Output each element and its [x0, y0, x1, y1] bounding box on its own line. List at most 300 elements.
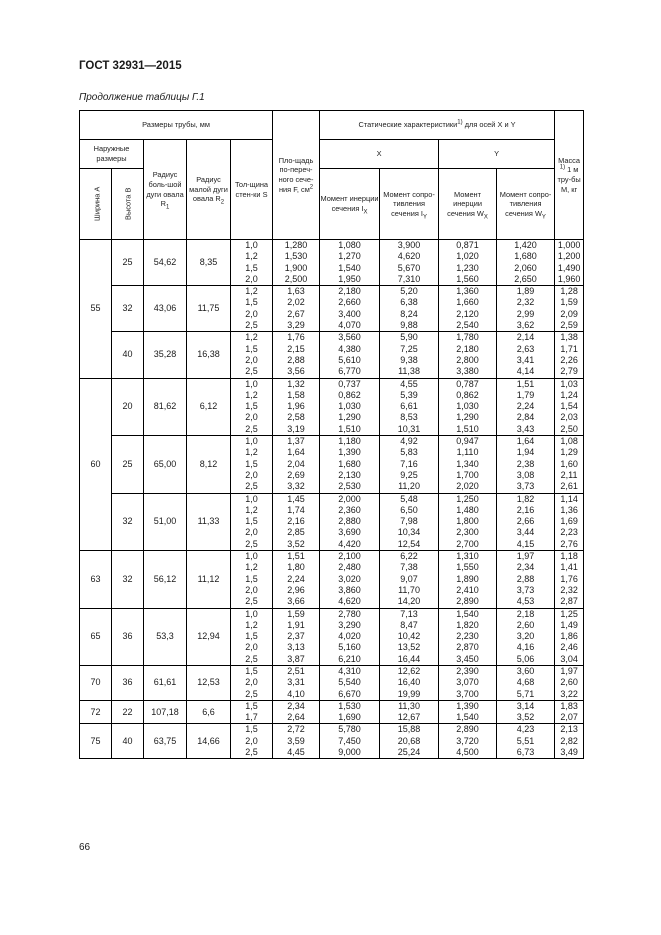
- cell-value: 1,680: [338, 458, 361, 469]
- table-row: [80, 436, 584, 493]
- cell-value: 2,500: [284, 273, 308, 284]
- cell-value: 2,0: [245, 469, 258, 480]
- cell-value: 1,64: [287, 447, 305, 458]
- header-outer-dimensions: Наружные размеры: [80, 140, 144, 169]
- wall-thickness-cell: [231, 551, 273, 608]
- cell-value: 2,61: [560, 481, 578, 492]
- cell-value: 2,82: [560, 735, 578, 746]
- cell-value: 3,900: [397, 240, 421, 250]
- cell-value: 5,06: [516, 653, 535, 664]
- cell-value: 1,290: [456, 412, 479, 423]
- cell-value: 10,31: [397, 423, 421, 434]
- cell-value: 1,38: [560, 332, 578, 343]
- resistance-x-cell: [380, 493, 439, 550]
- cell-value: 2,360: [338, 504, 361, 515]
- cell-value: 1,110: [456, 447, 479, 458]
- inertia-y-cell: [439, 436, 497, 493]
- cell-value: 1,340: [456, 458, 479, 469]
- cell-value: 2,79: [560, 366, 578, 377]
- cell-value: 7,13: [400, 608, 418, 619]
- cell-value: 5,20: [400, 286, 418, 297]
- cell-value: 4,92: [400, 436, 418, 447]
- cell-value: 6,670: [338, 688, 361, 699]
- cell-value: 3,20: [516, 631, 535, 642]
- cell-value: 1,0: [245, 493, 258, 504]
- radius-r2-cell: 8,12: [187, 436, 231, 493]
- header-resistance-x: Момент сопро-тивления сечения $I_Y$: [380, 169, 439, 240]
- cell-value: 2,51: [287, 665, 305, 676]
- cell-value: 2,530: [338, 481, 361, 492]
- cell-value: 2,0: [245, 273, 258, 284]
- cell-value: 5,610: [338, 354, 361, 365]
- resistance-y-cell: [497, 608, 555, 665]
- height-b-cell: 32: [112, 551, 144, 608]
- cell-value: 2,87: [560, 596, 578, 607]
- cell-value: 1,89: [516, 286, 535, 297]
- inertia-x-cell: [320, 665, 380, 700]
- cell-value: 2,37: [287, 631, 305, 642]
- header-wall-thickness: Тол-щина стен-ки S: [231, 140, 273, 240]
- area-cell: [273, 724, 320, 759]
- cell-value: 5,51: [516, 735, 535, 746]
- cell-value: 7,310: [397, 273, 421, 284]
- inertia-y-cell: [439, 493, 497, 550]
- area-cell: [273, 332, 320, 378]
- cell-value: 5,39: [400, 389, 418, 400]
- height-b-cell: 22: [112, 700, 144, 724]
- wall-thickness-cell: [231, 332, 273, 378]
- cell-value: 1,25: [560, 608, 578, 619]
- cell-value: 8,53: [400, 412, 418, 423]
- cell-value: 1,820: [456, 619, 479, 630]
- cell-value: 1,080: [338, 240, 361, 250]
- cell-value: 2,5: [245, 481, 258, 492]
- cell-value: 1,29: [560, 447, 578, 458]
- resistance-y-cell: [497, 665, 555, 700]
- cell-value: 1,2: [245, 562, 258, 573]
- cell-value: 2,72: [287, 724, 305, 735]
- cell-value: 2,0: [245, 677, 258, 688]
- radius-r1-cell: 56,12: [144, 551, 187, 608]
- cell-value: 5,48: [400, 493, 418, 504]
- header-mass: Масса $^{1)}$ 1 м тру-бы M, кг: [555, 111, 584, 240]
- cell-value: 1,24: [560, 389, 578, 400]
- inertia-x-cell: [320, 724, 380, 759]
- width-a-cell: 65: [80, 608, 112, 665]
- cell-value: 2,780: [338, 608, 361, 619]
- cell-value: 16,44: [397, 653, 421, 664]
- inertia-y-cell: [439, 665, 497, 700]
- cell-value: 11,30: [398, 700, 420, 711]
- cell-value: 1,5: [245, 700, 258, 711]
- cell-value: 2,76: [560, 538, 578, 549]
- cell-value: 2,650: [514, 273, 537, 284]
- cell-value: 13,52: [397, 642, 421, 653]
- cell-value: 1,510: [456, 423, 479, 434]
- inertia-x-cell: [320, 700, 380, 724]
- inertia-x-cell: [320, 378, 380, 435]
- header-width-a: Ширина A: [80, 169, 112, 240]
- table-row: [80, 378, 584, 435]
- cell-value: 2,0: [245, 584, 258, 595]
- table-body: [80, 240, 584, 759]
- resistance-x-cell: [380, 286, 439, 332]
- cell-value: 1,5: [245, 458, 258, 469]
- cell-value: 1,540: [338, 262, 361, 273]
- cell-value: 2,32: [516, 297, 535, 308]
- inertia-x-cell: [320, 436, 380, 493]
- cell-value: 2,540: [456, 320, 479, 331]
- cell-value: 4,68: [516, 677, 535, 688]
- cell-value: 5,90: [400, 332, 418, 343]
- cell-value: 1,800: [456, 516, 479, 527]
- width-a-cell: 72: [80, 700, 112, 724]
- wall-thickness-cell: [231, 608, 273, 665]
- cell-value: 1,480: [456, 504, 479, 515]
- cell-value: 2,46: [560, 642, 578, 653]
- cell-value: 2,04: [287, 458, 305, 469]
- inertia-x-cell: [320, 286, 380, 332]
- cell-value: 1,0: [245, 551, 258, 562]
- resistance-y-cell: [497, 286, 555, 332]
- cell-value: 4,53: [516, 596, 535, 607]
- radius-r2-cell: 6,12: [187, 378, 231, 435]
- cell-value: 2,890: [456, 596, 479, 607]
- mass-cell: [555, 608, 584, 665]
- table-row: [80, 332, 584, 378]
- cell-value: 2,230: [456, 631, 479, 642]
- inertia-y-cell: [439, 240, 497, 286]
- cell-value: 7,38: [400, 562, 418, 573]
- cell-value: 2,060: [514, 262, 537, 273]
- cell-value: 9,88: [400, 320, 418, 331]
- cell-value: 1,71: [560, 343, 578, 354]
- table-row: [80, 665, 584, 700]
- cell-value: 3,400: [338, 308, 361, 319]
- table-row: [80, 286, 584, 332]
- cell-value: 1,200: [557, 251, 581, 262]
- cell-value: 8,47: [400, 619, 418, 630]
- cell-value: 8,24: [400, 308, 418, 319]
- radius-r1-cell: 43,06: [144, 286, 187, 332]
- cell-value: 1,76: [287, 332, 305, 343]
- cell-value: 3,52: [287, 538, 305, 549]
- header-axis-y: Y: [439, 140, 555, 169]
- resistance-y-cell: [497, 700, 555, 724]
- width-a-cell: 75: [80, 724, 112, 759]
- resistance-y-cell: [497, 724, 555, 759]
- resistance-x-cell: [380, 436, 439, 493]
- cell-value: 1,290: [338, 412, 361, 423]
- height-b-cell: 32: [112, 286, 144, 332]
- cell-value: 9,000: [338, 747, 361, 758]
- cell-value: 1,2: [245, 447, 258, 458]
- cell-value: 2,5: [245, 320, 258, 331]
- cell-value: 1,2: [245, 389, 258, 400]
- height-b-cell: 36: [112, 665, 144, 700]
- inertia-x-cell: [320, 240, 380, 286]
- cell-value: 6,61: [400, 401, 418, 412]
- cell-value: 1,97: [560, 665, 578, 676]
- cell-value: 2,24: [287, 573, 305, 584]
- mass-cell: [555, 665, 584, 700]
- cell-value: 1,030: [456, 401, 479, 412]
- cell-value: 3,29: [287, 320, 305, 331]
- cell-value: 19,99: [397, 688, 421, 699]
- cell-value: 2,100: [338, 551, 361, 562]
- cell-value: 4,500: [456, 747, 479, 758]
- height-b-cell: 32: [112, 493, 144, 550]
- inertia-x-cell: [320, 608, 380, 665]
- cell-value: 2,58: [287, 412, 305, 423]
- mass-cell: [555, 332, 584, 378]
- radius-r1-cell: 35,28: [144, 332, 187, 378]
- cell-value: 2,85: [287, 527, 305, 538]
- cell-value: 4,10: [287, 688, 305, 699]
- cell-value: 1,270: [338, 251, 361, 262]
- wall-thickness-cell: [231, 493, 273, 550]
- cell-value: 1,780: [456, 332, 479, 343]
- cell-value: 1,5: [245, 343, 258, 354]
- cell-value: 2,07: [560, 712, 578, 723]
- cell-value: 1,530: [338, 700, 361, 711]
- cell-value: 1,32: [287, 378, 305, 389]
- table-row: [80, 608, 584, 665]
- inertia-y-cell: [439, 551, 497, 608]
- resistance-x-cell: [380, 700, 439, 724]
- cell-value: 15,88: [397, 724, 421, 735]
- cell-value: 2,0: [245, 527, 258, 538]
- wall-thickness-cell: [231, 436, 273, 493]
- cell-value: 2,32: [560, 584, 578, 595]
- pipe-dimensions-table: [79, 110, 584, 759]
- radius-r1-cell: 107,18: [144, 700, 187, 724]
- cell-value: 1,000: [557, 240, 581, 250]
- header-static-characteristics: Статические характеристики$^{1)}$ для осей X и Y: [320, 111, 555, 140]
- cell-value: 7,16: [400, 458, 418, 469]
- cell-value: 2,09: [560, 308, 578, 319]
- cell-value: 5,160: [338, 642, 361, 653]
- radius-r1-cell: 61,61: [144, 665, 187, 700]
- radius-r2-cell: 11,12: [187, 551, 231, 608]
- wall-thickness-cell: [231, 724, 273, 759]
- cell-value: 7,25: [400, 343, 418, 354]
- mass-cell: [555, 286, 584, 332]
- cell-value: 1,49: [560, 619, 578, 630]
- cell-value: 4,020: [338, 631, 361, 642]
- cell-value: 4,15: [516, 538, 535, 549]
- cell-value: 2,020: [456, 481, 479, 492]
- cell-value: 4,620: [338, 596, 361, 607]
- cell-value: 2,300: [456, 527, 479, 538]
- height-b-cell: 20: [112, 378, 144, 435]
- cell-value: 1,2: [245, 504, 258, 515]
- cell-value: 1,79: [516, 389, 535, 400]
- cell-value: 3,56: [287, 366, 305, 377]
- cell-value: 1,28: [560, 286, 578, 297]
- cell-value: 1,45: [287, 493, 305, 504]
- mass-cell: [555, 493, 584, 550]
- cell-value: 2,5: [245, 596, 258, 607]
- cell-value: 5,540: [338, 677, 361, 688]
- page-number: 66: [79, 842, 91, 853]
- cell-value: 1,51: [287, 551, 305, 562]
- cell-value: 3,690: [338, 527, 361, 538]
- cell-value: 3,720: [456, 735, 479, 746]
- resistance-x-cell: [380, 608, 439, 665]
- cell-value: 1,700: [456, 469, 479, 480]
- cell-value: 1,360: [456, 286, 479, 297]
- cell-value: 1,94: [516, 447, 535, 458]
- cell-value: 1,2: [245, 286, 258, 297]
- resistance-x-cell: [380, 551, 439, 608]
- cell-value: 4,14: [516, 366, 535, 377]
- cell-value: 3,59: [287, 735, 305, 746]
- cell-value: 1,950: [338, 273, 361, 284]
- cell-value: 1,82: [516, 493, 535, 504]
- cell-value: 1,36: [560, 504, 578, 515]
- cell-value: 1,690: [338, 712, 361, 723]
- cell-value: 3,860: [338, 584, 361, 595]
- cell-value: 1,250: [456, 493, 479, 504]
- cell-value: 4,380: [338, 343, 361, 354]
- cell-value: 1,5: [245, 516, 258, 527]
- cell-value: 1,58: [287, 389, 305, 400]
- cell-value: 7,98: [400, 516, 418, 527]
- table-row: [80, 724, 584, 759]
- resistance-y-cell: [497, 240, 555, 286]
- cell-value: 0,947: [456, 436, 479, 447]
- cell-value: 14,20: [397, 596, 421, 607]
- cell-value: 2,0: [245, 308, 258, 319]
- wall-thickness-cell: [231, 240, 273, 286]
- cell-value: 16,40: [397, 677, 421, 688]
- cell-value: 2,99: [516, 308, 535, 319]
- width-a-cell: 63: [80, 551, 112, 608]
- mass-cell: [555, 551, 584, 608]
- cell-value: 1,5: [245, 401, 258, 412]
- width-a-cell: 60: [80, 378, 112, 550]
- cell-value: 1,37: [287, 436, 305, 447]
- cell-value: 2,15: [287, 343, 305, 354]
- inertia-x-cell: [320, 551, 380, 608]
- cell-value: 2,410: [456, 584, 479, 595]
- cell-value: 2,50: [560, 423, 578, 434]
- radius-r2-cell: 8,35: [187, 240, 231, 286]
- inertia-y-cell: [439, 286, 497, 332]
- cell-value: 2,130: [338, 469, 361, 480]
- cell-value: 2,88: [516, 573, 535, 584]
- header-height-b: Высота B: [112, 169, 144, 240]
- resistance-x-cell: [380, 724, 439, 759]
- cell-value: 2,480: [338, 562, 361, 573]
- cell-value: 1,0: [245, 378, 258, 389]
- cell-value: 2,64: [287, 712, 305, 723]
- header-inertia-y: Момент инерции сечения $W_X$: [439, 169, 497, 240]
- cell-value: 2,800: [456, 354, 479, 365]
- cell-value: 5,83: [400, 447, 418, 458]
- cell-value: 1,76: [560, 573, 578, 584]
- radius-r1-cell: 53,3: [144, 608, 187, 665]
- cell-value: 2,5: [245, 538, 258, 549]
- area-cell: [273, 493, 320, 550]
- cell-value: 1,2: [245, 332, 258, 343]
- cell-value: 1,41: [560, 562, 578, 573]
- cell-value: 1,510: [338, 423, 361, 434]
- cell-value: 1,660: [456, 297, 479, 308]
- cell-value: 2,000: [338, 493, 361, 504]
- mass-cell: [555, 436, 584, 493]
- width-a-cell: 70: [80, 665, 112, 700]
- cell-value: 4,45: [287, 747, 305, 758]
- cell-value: 1,54: [560, 401, 578, 412]
- wall-thickness-cell: [231, 378, 273, 435]
- cell-value: 20,68: [397, 735, 421, 746]
- cell-value: 4,55: [400, 378, 418, 389]
- resistance-y-cell: [497, 436, 555, 493]
- cell-value: 1,2: [245, 251, 258, 262]
- cell-value: 9,38: [400, 354, 418, 365]
- cell-value: 2,5: [245, 366, 258, 377]
- cell-value: 0,871: [456, 240, 479, 250]
- cell-value: 10,42: [397, 631, 421, 642]
- cell-value: 2,11: [560, 469, 578, 480]
- cell-value: 2,02: [287, 297, 305, 308]
- cell-value: 1,64: [516, 436, 535, 447]
- cell-value: 2,0: [245, 642, 258, 653]
- area-cell: [273, 286, 320, 332]
- cell-value: 1,890: [456, 573, 479, 584]
- cell-value: 2,16: [516, 504, 535, 515]
- cell-value: 1,390: [456, 700, 479, 711]
- header-axis-x: X: [320, 140, 439, 169]
- radius-r2-cell: 12,53: [187, 665, 231, 700]
- cell-value: 4,070: [338, 320, 361, 331]
- width-a-cell: 55: [80, 240, 112, 379]
- height-b-cell: 36: [112, 608, 144, 665]
- radius-r1-cell: 81,62: [144, 378, 187, 435]
- cell-value: 12,67: [397, 712, 421, 723]
- resistance-x-cell: [380, 665, 439, 700]
- inertia-y-cell: [439, 724, 497, 759]
- area-cell: [273, 378, 320, 435]
- mass-cell: [555, 724, 584, 759]
- cell-value: 0,862: [338, 389, 361, 400]
- cell-value: 1,490: [557, 262, 581, 273]
- mass-cell: [555, 378, 584, 435]
- cell-value: 12,54: [397, 538, 421, 549]
- cell-value: 1,03: [560, 378, 578, 389]
- cell-value: 2,0: [245, 354, 258, 365]
- inertia-y-cell: [439, 608, 497, 665]
- cell-value: 5,670: [397, 262, 421, 273]
- cell-value: 0,862: [456, 389, 479, 400]
- cell-value: 2,890: [456, 724, 479, 735]
- area-cell: [273, 240, 320, 286]
- cell-value: 2,120: [456, 308, 479, 319]
- cell-value: 2,0: [245, 412, 258, 423]
- mass-cell: [555, 240, 584, 286]
- inertia-x-cell: [320, 332, 380, 378]
- cell-value: 1,97: [516, 551, 535, 562]
- cell-value: 3,08: [516, 469, 535, 480]
- cell-value: 1,5: [245, 262, 258, 273]
- header-cross-section-area: Пло-щадь по-переч-ного сече-ния F, $см^2$: [273, 111, 320, 240]
- resistance-x-cell: [380, 378, 439, 435]
- cell-value: 12,62: [397, 665, 421, 676]
- area-cell: [273, 665, 320, 700]
- cell-value: 25,24: [397, 747, 421, 758]
